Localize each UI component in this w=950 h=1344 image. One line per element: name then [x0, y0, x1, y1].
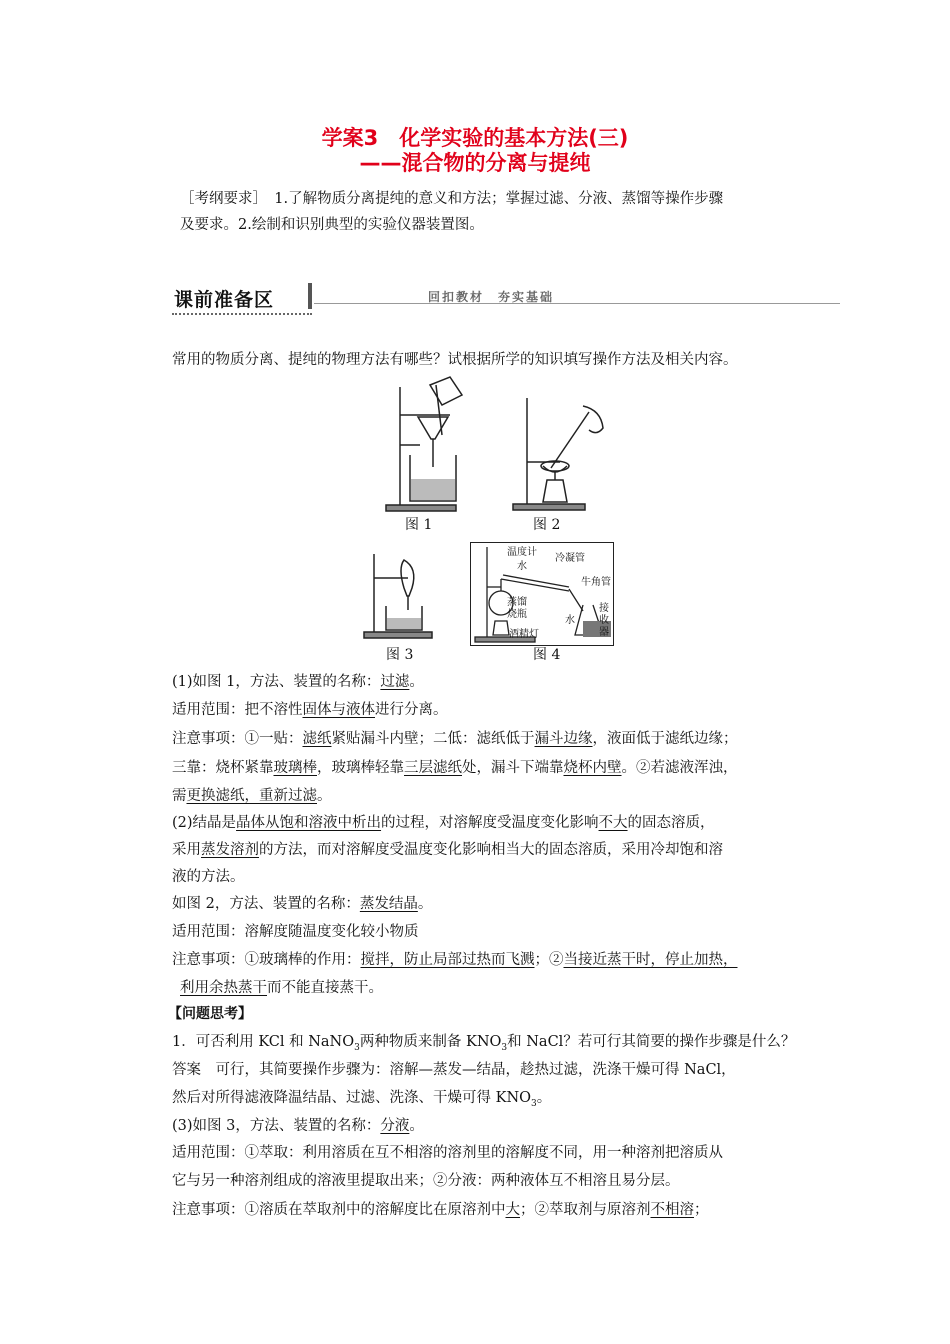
text: ；② — [534, 952, 564, 968]
para-10: 适用范围：溶解度随温度变化较小物质 — [172, 924, 419, 940]
figure-1-filtration — [380, 375, 490, 515]
label-water-in: 水 — [517, 561, 527, 572]
para-20 — [172, 1198, 709, 1219]
para-7 — [172, 838, 723, 859]
figure-4-caption: 图 4 — [533, 647, 561, 663]
label-thermometer: 温度计 — [507, 547, 537, 558]
figure-3-separatory-funnel — [360, 548, 440, 642]
answer-blank: 烧杯内壁 — [563, 760, 622, 776]
text: (2)结晶是 — [172, 815, 237, 831]
para-6 — [172, 811, 715, 832]
label-receiver-b: 收 — [599, 615, 609, 626]
text: 1．可否利用 KCl 和 NaNO — [172, 1034, 355, 1050]
text: 而不能直接蒸干。 — [267, 980, 383, 996]
para-11 — [172, 948, 738, 969]
text: 的过程，对溶解度受温度变化影响 — [381, 815, 599, 831]
text: 注意事项：①玻璃棒的作用： — [172, 952, 361, 968]
answer-blank: 晶体从饱和溶液中析出 — [236, 815, 382, 831]
text: 需 — [172, 788, 187, 804]
section-divider — [308, 283, 312, 309]
answer-blank: 过滤 — [380, 674, 410, 690]
answer-blank: 不相溶 — [650, 1202, 694, 1218]
label-adapter: 牛角管 — [581, 577, 611, 588]
para-5 — [172, 784, 332, 805]
para-1 — [172, 670, 424, 691]
para-3 — [172, 727, 738, 748]
text: 然后对所得滤液降温结晶、过滤、洗涤、干燥可得 KNO — [172, 1090, 532, 1106]
answer-blank: 漏斗边缘 — [534, 731, 593, 747]
figure-2-evaporation — [505, 392, 615, 516]
answer-line-2 — [172, 1086, 551, 1109]
question-1 — [172, 1030, 795, 1053]
text: 和 NaCl？若可行其简要的操作步骤是什么？ — [507, 1034, 796, 1050]
figure-3-caption: 图 3 — [386, 647, 414, 663]
label-receiver-a: 接 — [599, 603, 609, 614]
question-heading: 【问题思考】 — [168, 1006, 252, 1022]
section-label: 课前准备区 — [174, 289, 275, 311]
answer-blank: 蒸发溶剂 — [201, 842, 259, 858]
answer-blank: 更换滤纸，重新过滤 — [186, 788, 317, 804]
text: ；②萃取剂与原溶剂 — [520, 1202, 651, 1218]
subscript: 3 — [501, 1042, 508, 1053]
label-flask-a: 蒸馏 — [507, 597, 527, 608]
answer-blank: 不大 — [598, 815, 628, 831]
text: 。 — [409, 674, 424, 690]
text: 注意事项：①溶质在萃取剂中的溶解度比在原溶剂中 — [172, 1202, 506, 1218]
label-condenser: 冷凝管 — [555, 553, 585, 564]
text: 。 — [536, 1090, 552, 1106]
text: (3)如图 3，方法、装置的名称： — [172, 1118, 381, 1134]
para-9 — [172, 892, 432, 913]
text: 紧贴漏斗内壁；二低：滤纸低于 — [331, 731, 535, 747]
answer-blank: 大 — [505, 1202, 520, 1218]
answer-blank: 滤纸 — [302, 731, 332, 747]
intro-text: 常用的物质分离、提纯的物理方法有哪些？试根据所学的知识填写操作方法及相关内容。 — [172, 352, 738, 368]
text: (1)如图 1，方法、装置的名称： — [172, 674, 381, 690]
title-line-1: 学案3 化学实验的基本方法(三) — [321, 126, 629, 150]
label-lamp: 酒精灯 — [509, 629, 539, 640]
subscript: 3 — [354, 1042, 360, 1053]
para-8: 液的方法。 — [172, 869, 245, 885]
text: ，玻璃棒轻靠 — [317, 760, 404, 776]
label-receiver-c: 器 — [599, 627, 609, 638]
answer-blank: 固体与液体 — [302, 702, 375, 718]
text: 。②若滤液浑浊， — [621, 760, 738, 776]
text: 三靠：烧杯紧靠 — [172, 760, 274, 776]
subscript: 3 — [531, 1098, 537, 1109]
text: 的方法，而对溶解度受温度变化影响相当大的固态溶质，采用冷却饱和溶 — [259, 842, 723, 858]
text: 适用范围：把不溶性 — [172, 702, 303, 718]
figure-2-caption: 图 2 — [533, 517, 561, 533]
text: ； — [694, 1202, 709, 1218]
label-flask-b: 烧瓶 — [507, 609, 527, 620]
para-4 — [172, 756, 738, 777]
text: 采用 — [172, 842, 201, 858]
answer-blank: 蒸发结晶 — [359, 896, 418, 912]
section-subtitle: 回扣教材 夯实基础 — [428, 290, 555, 304]
answer-blank: 利用余热蒸干 — [180, 980, 267, 996]
text: 的固态溶质， — [627, 815, 715, 831]
text: 两种物质来制备 KNO — [359, 1034, 502, 1050]
text: 注意事项：①一贴： — [172, 731, 303, 747]
figure-4-drawing — [471, 543, 613, 645]
section-rule — [314, 303, 840, 304]
answer-blank: 玻璃棒 — [273, 760, 317, 776]
section-header — [172, 283, 840, 317]
para-2 — [172, 698, 448, 719]
requirements-line-1: ［考纲要求］ 1.了解物质分离提纯的意义和方法；掌握过滤、分液、蒸馏等操作步骤 — [180, 191, 724, 207]
text: 进行分离。 — [375, 702, 448, 718]
answer-blank: 分液 — [380, 1118, 410, 1134]
para-17 — [172, 1114, 424, 1135]
text: 。 — [417, 896, 433, 912]
para-18: 适用范围：①萃取：利用溶质在互不相溶的溶剂里的溶解度不同，用一种溶剂把溶质从 — [172, 1145, 723, 1161]
requirements-line-2: 及要求。2.绘制和识别典型的实验仪器装置图。 — [180, 217, 484, 233]
figure-1-caption: 图 1 — [405, 517, 433, 533]
text: 如图 2，方法、装置的名称： — [172, 896, 360, 912]
answer-blank: 当接近蒸干时，停止加热， — [563, 952, 738, 968]
text: 。 — [317, 788, 332, 804]
answer-line-1: 答案 可行，其简要操作步骤为：溶解—蒸发—结晶，趁热过滤，洗涤干燥可得 NaCl， — [172, 1062, 736, 1078]
para-12 — [180, 976, 383, 997]
title-line-2: ——混合物的分离与提纯 — [359, 151, 591, 175]
text: ，液面低于滤纸边缘； — [592, 731, 738, 747]
section-dotted-rule — [172, 313, 312, 315]
answer-blank: 搅拌，防止局部过热而飞溅 — [360, 952, 535, 968]
label-water-out: 水 — [565, 615, 575, 626]
text: 处，漏斗下端靠 — [462, 760, 564, 776]
figure-4-distillation — [470, 542, 614, 646]
text: 。 — [409, 1118, 424, 1134]
para-19: 它与另一种溶剂组成的溶液里提取出来；②分液：两种液体互不相溶且易分层。 — [172, 1173, 680, 1189]
answer-blank: 三层滤纸 — [404, 760, 462, 776]
